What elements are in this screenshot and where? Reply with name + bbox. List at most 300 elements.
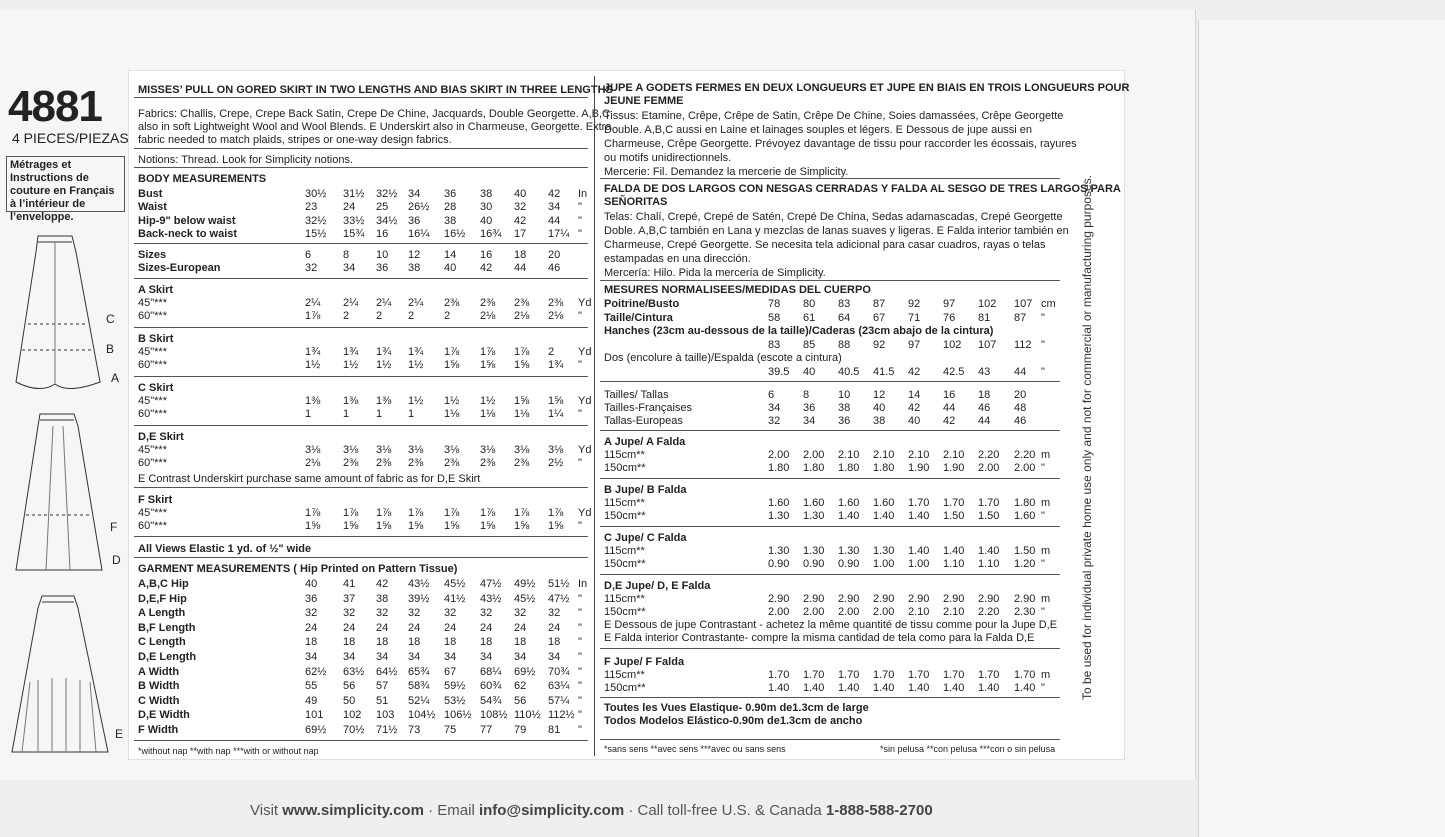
mesure-row-value: 61 (803, 312, 816, 324)
body-row-value: 1½ (376, 359, 392, 371)
call-label: · Call toll-free U.S. & Canada (624, 802, 826, 819)
garment-row-value: 41½ (444, 592, 466, 605)
mesure-row-label: B Jupe/ B Falda (604, 484, 687, 496)
body-row-value: 2 (548, 346, 555, 358)
mesure-row-value: 2.90 (838, 593, 860, 605)
mesure-row-value: 1.50 (1014, 545, 1036, 557)
garment-row-unit: " (578, 680, 582, 693)
elastic-note: All Views Elastic 1 yd. of ½" wide (138, 543, 312, 555)
tissus-line-4: ou motifs unidirectionnels. (604, 152, 732, 164)
body-row-value: 16½ (444, 228, 466, 240)
skirt-view-e-drawing (8, 592, 118, 757)
mesure-row-value: 67 (873, 312, 886, 324)
body-row-value: 1⅝ (514, 395, 530, 407)
body-row-label: Sizes (138, 249, 167, 261)
body-row-value: 2⅜ (408, 457, 424, 469)
mesure-row-value: 1.70 (838, 669, 860, 681)
view-letter-c: C (106, 312, 115, 326)
garment-row-value: 64½ (376, 665, 398, 678)
mesure-row-value: 85 (803, 339, 816, 351)
mesure-row-value: 2.10 (873, 449, 895, 461)
email-label: · Email (423, 802, 479, 819)
garment-row-value: 102 (343, 709, 362, 722)
mesure-row-value: 83 (768, 339, 781, 351)
mesure-row-unit: " (1041, 366, 1045, 378)
body-row-value: 14 (444, 249, 457, 261)
mesure-row-label: D,E Jupe/ D, E Falda (604, 580, 711, 592)
garment-row-value: 71½ (376, 724, 398, 736)
body-row-value: 6 (305, 249, 312, 261)
website-link[interactable]: www.simplicity.com (282, 802, 424, 819)
mesure-row-value: 1.70 (943, 669, 965, 681)
mesure-row-value: 43 (978, 366, 991, 378)
garment-row-value: 51½ (548, 578, 570, 590)
mesure-row-value: 1.00 (908, 558, 930, 570)
body-row-unit: " (578, 215, 582, 227)
body-row-value: 1⅞ (514, 507, 530, 519)
mesure-row-value: 42 (908, 366, 921, 378)
garment-row-value: 65¾ (408, 665, 430, 678)
body-row-value: 3⅛ (343, 444, 359, 456)
mesure-row-value: 14 (908, 389, 921, 401)
body-row-value: 1⅞ (480, 346, 496, 358)
mesure-row-label: 115cm** (604, 669, 645, 681)
garment-row-value: 60¾ (480, 680, 502, 693)
mesure-row-value: 1.70 (873, 669, 895, 681)
body-row-value: 10 (376, 249, 389, 261)
mesure-row-value: 2.10 (908, 606, 930, 618)
telas-line-4: estampadas en una dirección. (604, 253, 751, 265)
mesure-row-value: 46 (1014, 415, 1027, 427)
mesure-row-value: 1.40 (1014, 682, 1036, 694)
garment-row-label: A Length (138, 607, 186, 620)
mercerie-line: Mercerie: Fil. Demandez la mercerie de Simplicity. (604, 166, 849, 178)
mesure-row-value: 1.70 (978, 497, 1000, 509)
body-row-label: Sizes-European (138, 262, 221, 274)
mesure-row-value: 40 (873, 402, 886, 414)
mesure-row-label: 150cm** (604, 510, 646, 522)
mesures-title: MESURES NORMALISEES/MEDIDAS DEL CUERPO (604, 284, 871, 296)
body-row-value: 1⅝ (480, 359, 496, 371)
mesure-row-unit: " (1041, 558, 1045, 570)
body-row-value: 34 (343, 262, 356, 274)
body-row-value: 2⅛ (480, 310, 496, 322)
body-row-value: 1⅝ (548, 395, 564, 407)
mesure-row-value: 1.40 (838, 682, 860, 694)
garment-row-unit: " (578, 724, 582, 736)
mesure-row-value: 16 (943, 389, 956, 401)
mesure-row-value: 1.70 (1014, 669, 1036, 681)
body-row-value: 1⅞ (305, 310, 321, 322)
rule (134, 536, 588, 537)
body-row-value: 1 (305, 408, 312, 420)
mesure-row-value: 1.70 (908, 669, 930, 681)
body-row-value: 26½ (408, 201, 430, 213)
mesure-row-value: 1.00 (873, 558, 895, 570)
body-row-value: 32½ (305, 215, 327, 227)
mesure-row-value: 88 (838, 339, 851, 351)
body-row-value: 2⅛ (514, 310, 530, 322)
body-row-value: 38 (444, 215, 457, 227)
mesure-row-label: Tailles-Françaises (604, 402, 693, 414)
rule (600, 648, 1060, 649)
garment-row-value: 24 (514, 621, 527, 634)
body-row-label: 60"*** (138, 520, 167, 532)
body-row-value: 1⅝ (444, 520, 460, 532)
mesure-row-value: 2.10 (943, 449, 965, 461)
body-row-value: 1⅞ (444, 507, 460, 519)
body-row-value: 2⅜ (548, 297, 564, 309)
mesure-row-value: 2.00 (1014, 462, 1036, 474)
body-row-value: 16 (480, 249, 493, 261)
body-row-value: 44 (514, 262, 527, 274)
body-row-value: 17¼ (548, 228, 570, 240)
rule (600, 381, 1060, 382)
telas-line-1: Telas: Chalí, Crepé, Crepé de Satén, Crepé De China, Sedas adamascadas, Crepé Georgette (604, 211, 1063, 223)
body-row-value: 23 (305, 201, 318, 213)
garment-row-value: 24 (548, 621, 561, 634)
garment-row-value: 70¾ (548, 665, 570, 678)
body-row-value: 3⅛ (376, 444, 392, 456)
garment-row-value: 34 (343, 651, 356, 663)
garment-row-value: 69½ (305, 724, 327, 736)
body-row-value: 1⅜ (305, 395, 321, 407)
mesure-row-unit: m (1041, 593, 1051, 605)
rule (134, 167, 588, 168)
garment-row-value: 51 (376, 694, 389, 707)
garment-row-value: 110½ (514, 709, 541, 722)
body-row-value: 2⅜ (514, 457, 530, 469)
rule (600, 697, 1060, 698)
mesure-row-value: 1.30 (768, 510, 790, 522)
body-row-value: 1⅞ (444, 346, 460, 358)
mesure-row-unit: m (1041, 497, 1051, 509)
mesure-row-value: 64 (838, 312, 851, 324)
mesure-row-value: 1.40 (908, 545, 930, 557)
body-row-value: 2 (343, 310, 350, 322)
mesure-row-value: 2.10 (943, 606, 965, 618)
body-row-label: 45"*** (138, 507, 167, 519)
es-title-line-1: FALDA DE DOS LARGOS CON NESGAS CERRADAS Y FALDA AL SESGO DE TRES LARGOS PARA (604, 183, 1121, 195)
body-row-value: 1⅞ (305, 507, 321, 519)
garment-row-value: 34 (376, 651, 389, 663)
garment-row-value: 24 (305, 621, 318, 634)
rule (134, 557, 588, 558)
mesure-row-label: Tallas-Europeas (604, 415, 683, 427)
garment-row-value: 70½ (343, 724, 365, 736)
garment-row-unit: " (578, 636, 582, 649)
mesure-row-unit: m (1041, 669, 1051, 681)
mesure-row-value: 40 (803, 366, 816, 378)
garment-row-value: 63½ (343, 665, 365, 678)
mesure-row-value: 1.40 (873, 510, 895, 522)
garment-row-unit: " (578, 607, 582, 620)
body-row-value: 1¾ (376, 346, 392, 358)
mesure-row-value: 2.30 (1014, 606, 1036, 618)
garment-row-value: 34 (408, 651, 421, 663)
garment-row-value: 18 (343, 636, 356, 649)
mesure-row-value: 42 (943, 415, 956, 427)
mesure-row-value: 71 (908, 312, 921, 324)
mesure-row-value: 2.10 (838, 449, 860, 461)
garment-row-value: 47½ (548, 592, 570, 605)
mesure-row-value: 1.70 (908, 497, 930, 509)
garment-row-unit: " (578, 665, 582, 678)
garment-row-value: 32 (480, 607, 493, 620)
garment-row-label: A,B,C Hip (138, 578, 189, 590)
rule (600, 478, 1060, 479)
body-row-value: 20 (548, 249, 561, 261)
body-row-value: 1⅝ (305, 520, 321, 532)
garment-row-value: 24 (480, 621, 493, 634)
body-row-value: 2 (444, 310, 451, 322)
mesure-row-value: 102 (943, 339, 962, 351)
mesure-row-value: 2.00 (768, 449, 790, 461)
body-row-value: 1⅝ (514, 520, 530, 532)
body-row-value: 44 (548, 215, 561, 227)
mesure-row-value: 1.70 (978, 669, 1000, 681)
body-row-label: 60"*** (138, 359, 167, 371)
garment-row-value: 37 (343, 592, 356, 605)
body-row-value: 36 (444, 188, 457, 200)
body-measurements-title: BODY MEASUREMENTS (138, 173, 267, 185)
body-row-value: 2¼ (408, 297, 424, 309)
tissus-line-1: Tissus: Etamine, Crêpe, Crêpe de Satin, Crêpe De Chine, Soies damassées, Crêpe Georgette (604, 110, 1064, 122)
mesure-row-value: 2.90 (873, 593, 895, 605)
garment-row-value: 24 (343, 621, 356, 634)
garment-row-value: 106½ (444, 709, 472, 722)
mesure-row-value: 2.90 (943, 593, 965, 605)
body-row-value: 30½ (305, 188, 327, 200)
body-row-value: 1½ (408, 359, 424, 371)
body-row-value: 40 (480, 215, 493, 227)
mesure-row-value: 1.40 (943, 545, 965, 557)
body-row-unit: " (578, 310, 582, 322)
body-row-value: 2⅜ (376, 457, 392, 469)
garment-row-value: 32 (444, 607, 457, 620)
body-row-value: 42 (548, 188, 561, 200)
garment-row-unit: " (578, 592, 582, 605)
mesure-row-value: 42.5 (943, 366, 965, 378)
envelope-flap (1198, 20, 1445, 837)
garment-row-value: 63¼ (548, 680, 570, 693)
garment-row-value: 45½ (514, 592, 536, 605)
body-row-label: 60"*** (138, 310, 167, 322)
mesure-row-value: 2.00 (873, 606, 895, 618)
body-row-value: 2¼ (376, 297, 392, 309)
mesure-row-value: 1.70 (768, 669, 790, 681)
mesure-row-value: 34 (768, 402, 781, 414)
fr-title-line-2: JEUNE FEMME (604, 95, 684, 107)
mesure-row-value: 20 (1014, 389, 1027, 401)
body-row-value: 2⅜ (444, 297, 460, 309)
garment-row-value: 79 (514, 724, 527, 736)
mesure-row-value: 1.40 (978, 545, 1000, 557)
mesure-row-label: 150cm** (604, 606, 646, 618)
mesure-row-unit: " (1041, 510, 1045, 522)
mesure-row-value: 1.60 (873, 497, 895, 509)
mesure-row-value: 97 (908, 339, 921, 351)
garment-row-value: 18 (376, 636, 389, 649)
garment-row-value: 56 (514, 694, 527, 707)
body-row-value: 17 (514, 228, 527, 240)
body-row-value: 34½ (376, 215, 398, 227)
body-row-value: 1 (343, 408, 350, 420)
body-row-value: 1⅛ (514, 408, 530, 420)
garment-row-value: 24 (408, 621, 421, 634)
mesure-row-value: 44 (978, 415, 991, 427)
mesure-row-value: 1.60 (803, 497, 825, 509)
mesure-row-value: 2.90 (1014, 593, 1036, 605)
mesure-row-value: 42 (908, 402, 921, 414)
mesure-row-value: 38 (873, 415, 886, 427)
body-row-value: 1⅝ (376, 520, 392, 532)
garment-measurements-title: GARMENT MEASUREMENTS ( Hip Printed on Pattern Tissue) (138, 563, 458, 575)
mesure-row-label: Dos (encolure à taille)/Espalda (escote a cintura) (604, 352, 842, 364)
garment-row-value: 81 (548, 724, 561, 736)
garment-row-label: B,F Length (138, 621, 196, 634)
body-row-value: 2½ (548, 457, 564, 469)
mesure-row-value: 34 (803, 415, 816, 427)
body-row-label: D,E Skirt (138, 431, 184, 443)
garment-row-label: D,E,F Hip (138, 592, 187, 605)
mesure-row-value: 2.20 (978, 606, 1000, 618)
mesure-row-value: 1.40 (873, 682, 895, 694)
garment-row-value: 57¼ (548, 694, 570, 707)
garment-row-value: 32 (514, 607, 527, 620)
body-row-value: 2⅜ (444, 457, 460, 469)
elastico-es-note: Todos Modelos Elástico-0.90m de1.3cm de ancho (604, 715, 863, 727)
mesure-row-value: 39.5 (768, 366, 790, 378)
mesure-row-value: 1.50 (943, 510, 965, 522)
mesure-row-label: A Jupe/ A Falda (604, 436, 686, 448)
garment-row-value: 101 (305, 709, 324, 722)
mesure-row-value: 1.30 (838, 545, 860, 557)
garment-row-unit: " (578, 694, 582, 707)
mesure-row-value: 1.30 (803, 510, 825, 522)
mesure-row-value: 83 (838, 298, 851, 310)
mesure-row-value: 36 (838, 415, 851, 427)
garment-row-value: 34 (548, 651, 561, 663)
body-row-label: 60"*** (138, 408, 167, 420)
mesure-row-value: 41.5 (873, 366, 895, 378)
garment-row-unit: " (578, 621, 582, 634)
body-row-value: 34 (548, 201, 561, 213)
body-row-value: 15½ (305, 228, 327, 240)
rule (134, 425, 588, 426)
garment-row-value: 40 (305, 578, 318, 590)
fabrics-line-2: also in soft Lightweight Wool and Wool Blends. E Underskirt also in Charmeuse, Georgette. Extra (138, 121, 612, 133)
mesure-row-value: 2.90 (978, 593, 1000, 605)
falda-interior-note: E Falda interior Contrastante- compre la misma cantidad de tela como para la Falda D,E (604, 632, 1035, 644)
garment-row-value: 58¾ (408, 680, 430, 693)
body-row-label: B Skirt (138, 333, 174, 345)
body-row-label: C Skirt (138, 382, 174, 394)
mesure-row-value: 1.30 (803, 545, 825, 557)
telas-line-3: Charmeuse, Crepé Georgette. Se necesita tela adicional para casar cuadros, rayas o telas (604, 239, 1046, 251)
mesure-row-label: 150cm** (604, 462, 646, 474)
body-row-value: 42 (514, 215, 527, 227)
mesure-row-value: 0.90 (803, 558, 825, 570)
body-row-value: 1⅝ (343, 520, 359, 532)
body-row-value: 1⅝ (548, 520, 564, 532)
body-row-value: 1¼ (548, 408, 564, 420)
rule (600, 280, 1060, 281)
mesure-row-label: Taille/Cintura (604, 312, 673, 324)
garment-row-value: 18 (514, 636, 527, 649)
body-row-label: 45"*** (138, 444, 167, 456)
tissus-line-2: Double. A,B,C aussi en Laine et lainages souples et légers. E Dessous de jupe aussi en (604, 124, 1033, 136)
view-letter-b: B (106, 342, 115, 356)
mesure-row-value: 87 (1014, 312, 1027, 324)
mesure-row-value: 1.90 (908, 462, 930, 474)
body-row-value: 3⅛ (548, 444, 564, 456)
body-row-value: 36 (408, 215, 421, 227)
mesure-row-label: Poitrine/Busto (604, 298, 680, 310)
contrast-underskirt-note: E Contrast Underskirt purchase same amount of fabric as for D,E Skirt (138, 473, 481, 485)
garment-row-value: 67 (444, 665, 457, 678)
body-row-value: 1⅛ (480, 408, 496, 420)
body-row-value: 1½ (343, 359, 359, 371)
garment-row-value: 73 (408, 724, 421, 736)
body-row-unit: " (578, 228, 582, 240)
body-row-value: 3⅛ (480, 444, 496, 456)
mesure-row-value: 1.90 (943, 462, 965, 474)
body-row-value: 1 (408, 408, 415, 420)
mesure-row-label: 115cm** (604, 449, 645, 461)
body-row-value: 31½ (343, 188, 365, 200)
mesure-row-value: 1.60 (768, 497, 790, 509)
mesure-row-value: 1.50 (978, 510, 1000, 522)
fabrics-line-3: fabric needed to match plaids, stripes or one-way design fabrics. (138, 134, 452, 146)
garment-row-value: 34 (480, 651, 493, 663)
mesure-row-value: 92 (908, 298, 921, 310)
mesure-row-label: Tailles/ Tallas (604, 389, 669, 401)
body-row-value: 42 (480, 262, 493, 274)
body-row-value: 1⅝ (480, 520, 496, 532)
mesure-row-value: 1.20 (1014, 558, 1036, 570)
garment-row-value: 77 (480, 724, 493, 736)
visit-label: Visit (250, 802, 283, 819)
garment-row-value: 32 (305, 607, 318, 620)
body-row-value: 40 (444, 262, 457, 274)
mesure-row-value: 1.70 (943, 497, 965, 509)
body-row-value: 28 (444, 201, 457, 213)
body-row-value: 32 (305, 262, 318, 274)
body-row-label: 45"*** (138, 346, 167, 358)
es-footnote: *sin pelusa **con pelusa ***con o sin pelusa (880, 744, 1056, 754)
mesure-row-unit: " (1041, 606, 1045, 618)
mesure-row-value: 2.20 (978, 449, 1000, 461)
garment-row-value: 52¼ (408, 694, 430, 707)
body-row-value: 1½ (408, 395, 424, 407)
mesure-row-value: 2.00 (803, 449, 825, 461)
mesure-row-label: 115cm** (604, 545, 645, 557)
garment-row-value: 36 (305, 592, 318, 605)
garment-row-value: 69½ (514, 665, 536, 678)
mesure-row-value: 1.80 (873, 462, 895, 474)
body-row-value: 24 (343, 201, 356, 213)
email-link[interactable]: info@simplicity.com (478, 802, 625, 819)
body-row-value: 1⅞ (408, 507, 424, 519)
body-row-value: 1⅝ (444, 359, 460, 371)
body-row-value: 30 (480, 201, 493, 213)
garment-row-label: F Width (138, 724, 179, 736)
garment-row-value: 34 (305, 651, 318, 663)
mesure-row-value: 1.40 (943, 682, 965, 694)
mesure-row-label: F Jupe/ F Falda (604, 656, 685, 668)
garment-row-value: 62 (514, 680, 527, 693)
